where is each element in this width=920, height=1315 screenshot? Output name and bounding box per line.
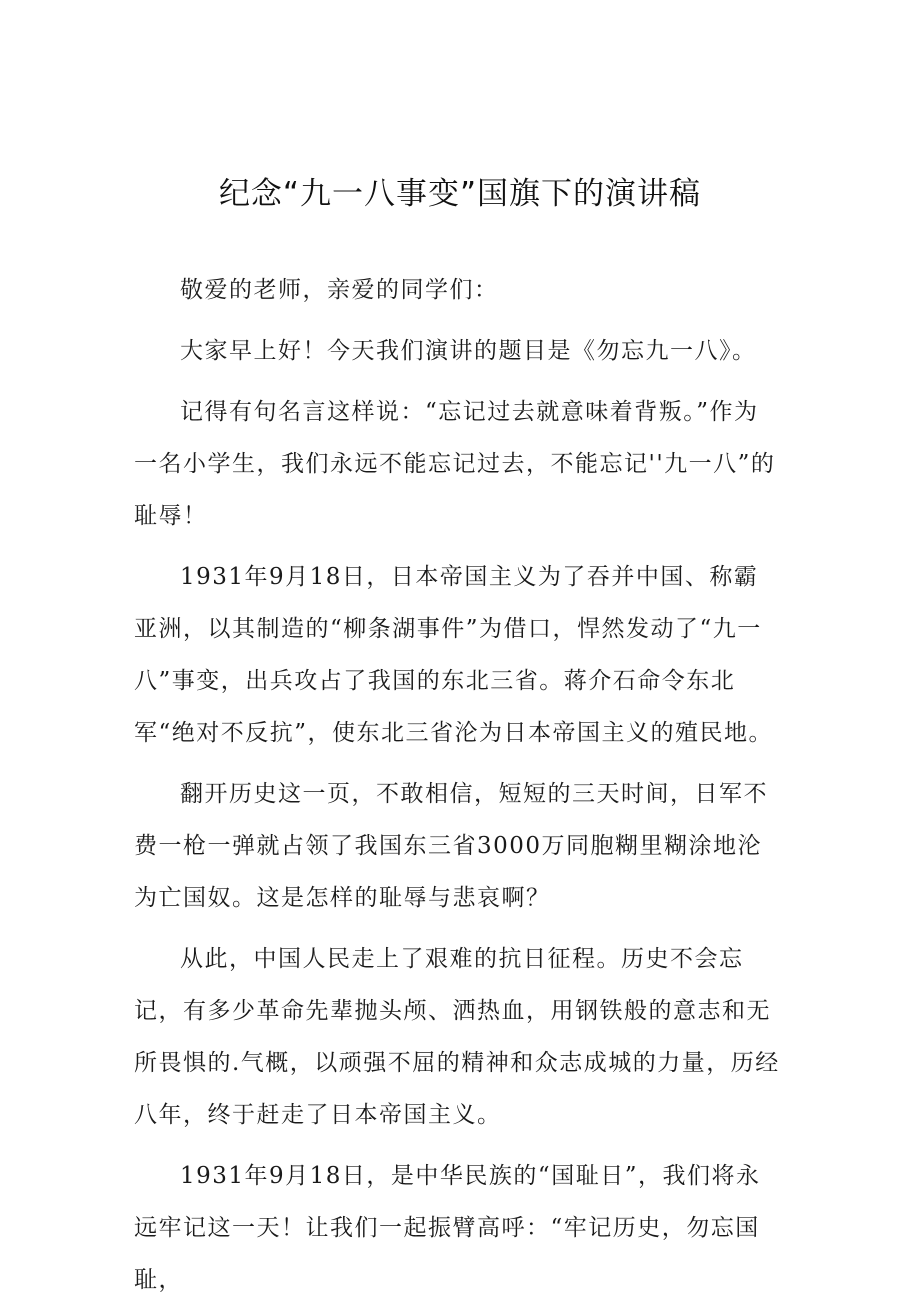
paragraph-history: 1931年9月18日，日本帝国主义为了吞并中国、称霸亚洲，以其制造的“柳条湖事件”为借口，悍然发动了“九一八”事变，出兵攻占了我国的东北三省。蒋介石命令东北军“绝对不反抗”，使东北三省沦为日本帝国主义的殖民地。 [134, 564, 774, 746]
document-body [134, 264, 780, 1315]
paragraph-occupation: 翻开历史这一页，不敢相信，短短的三天时间，日军不费一枪一弹就占领了我国东三省3000万同胞糊里糊涂地沦为亡国奴。这是怎样的耻辱与悲哀啊？ [134, 781, 768, 911]
paragraph-greeting: 大家早上好！今天我们演讲的题目是《勿忘九一八》。 [180, 338, 757, 364]
document-title: 纪念“九一八事变”国旗下的演讲稿 [218, 176, 702, 212]
paragraph-resistance: 从此，中国人民走上了艰难的抗日征程。历史不会忘记，有多少革命先辈抛头颅、洒热血，用钢铁般的意志和无所畏惧的.气概，以顽强不屈的精神和众志成城的力量，历经八年，终于赶走了日本帝国主义。 [134, 946, 780, 1128]
paragraph-quote: 记得有句名言这样说：“忘记过去就意味着背叛。”作为一名小学生，我们永远不能忘记过去，不能忘记''九一八”的耻辱！ [134, 399, 776, 529]
paragraph-salutation: 敬爱的老师，亲爱的同学们： [180, 277, 499, 303]
paragraph-remembrance: 1931年9月18日，是中华民族的“国耻日”，我们将永远牢记这一天！让我们一起振臂高呼：“牢记历史，勿忘国耻， [134, 1163, 761, 1293]
